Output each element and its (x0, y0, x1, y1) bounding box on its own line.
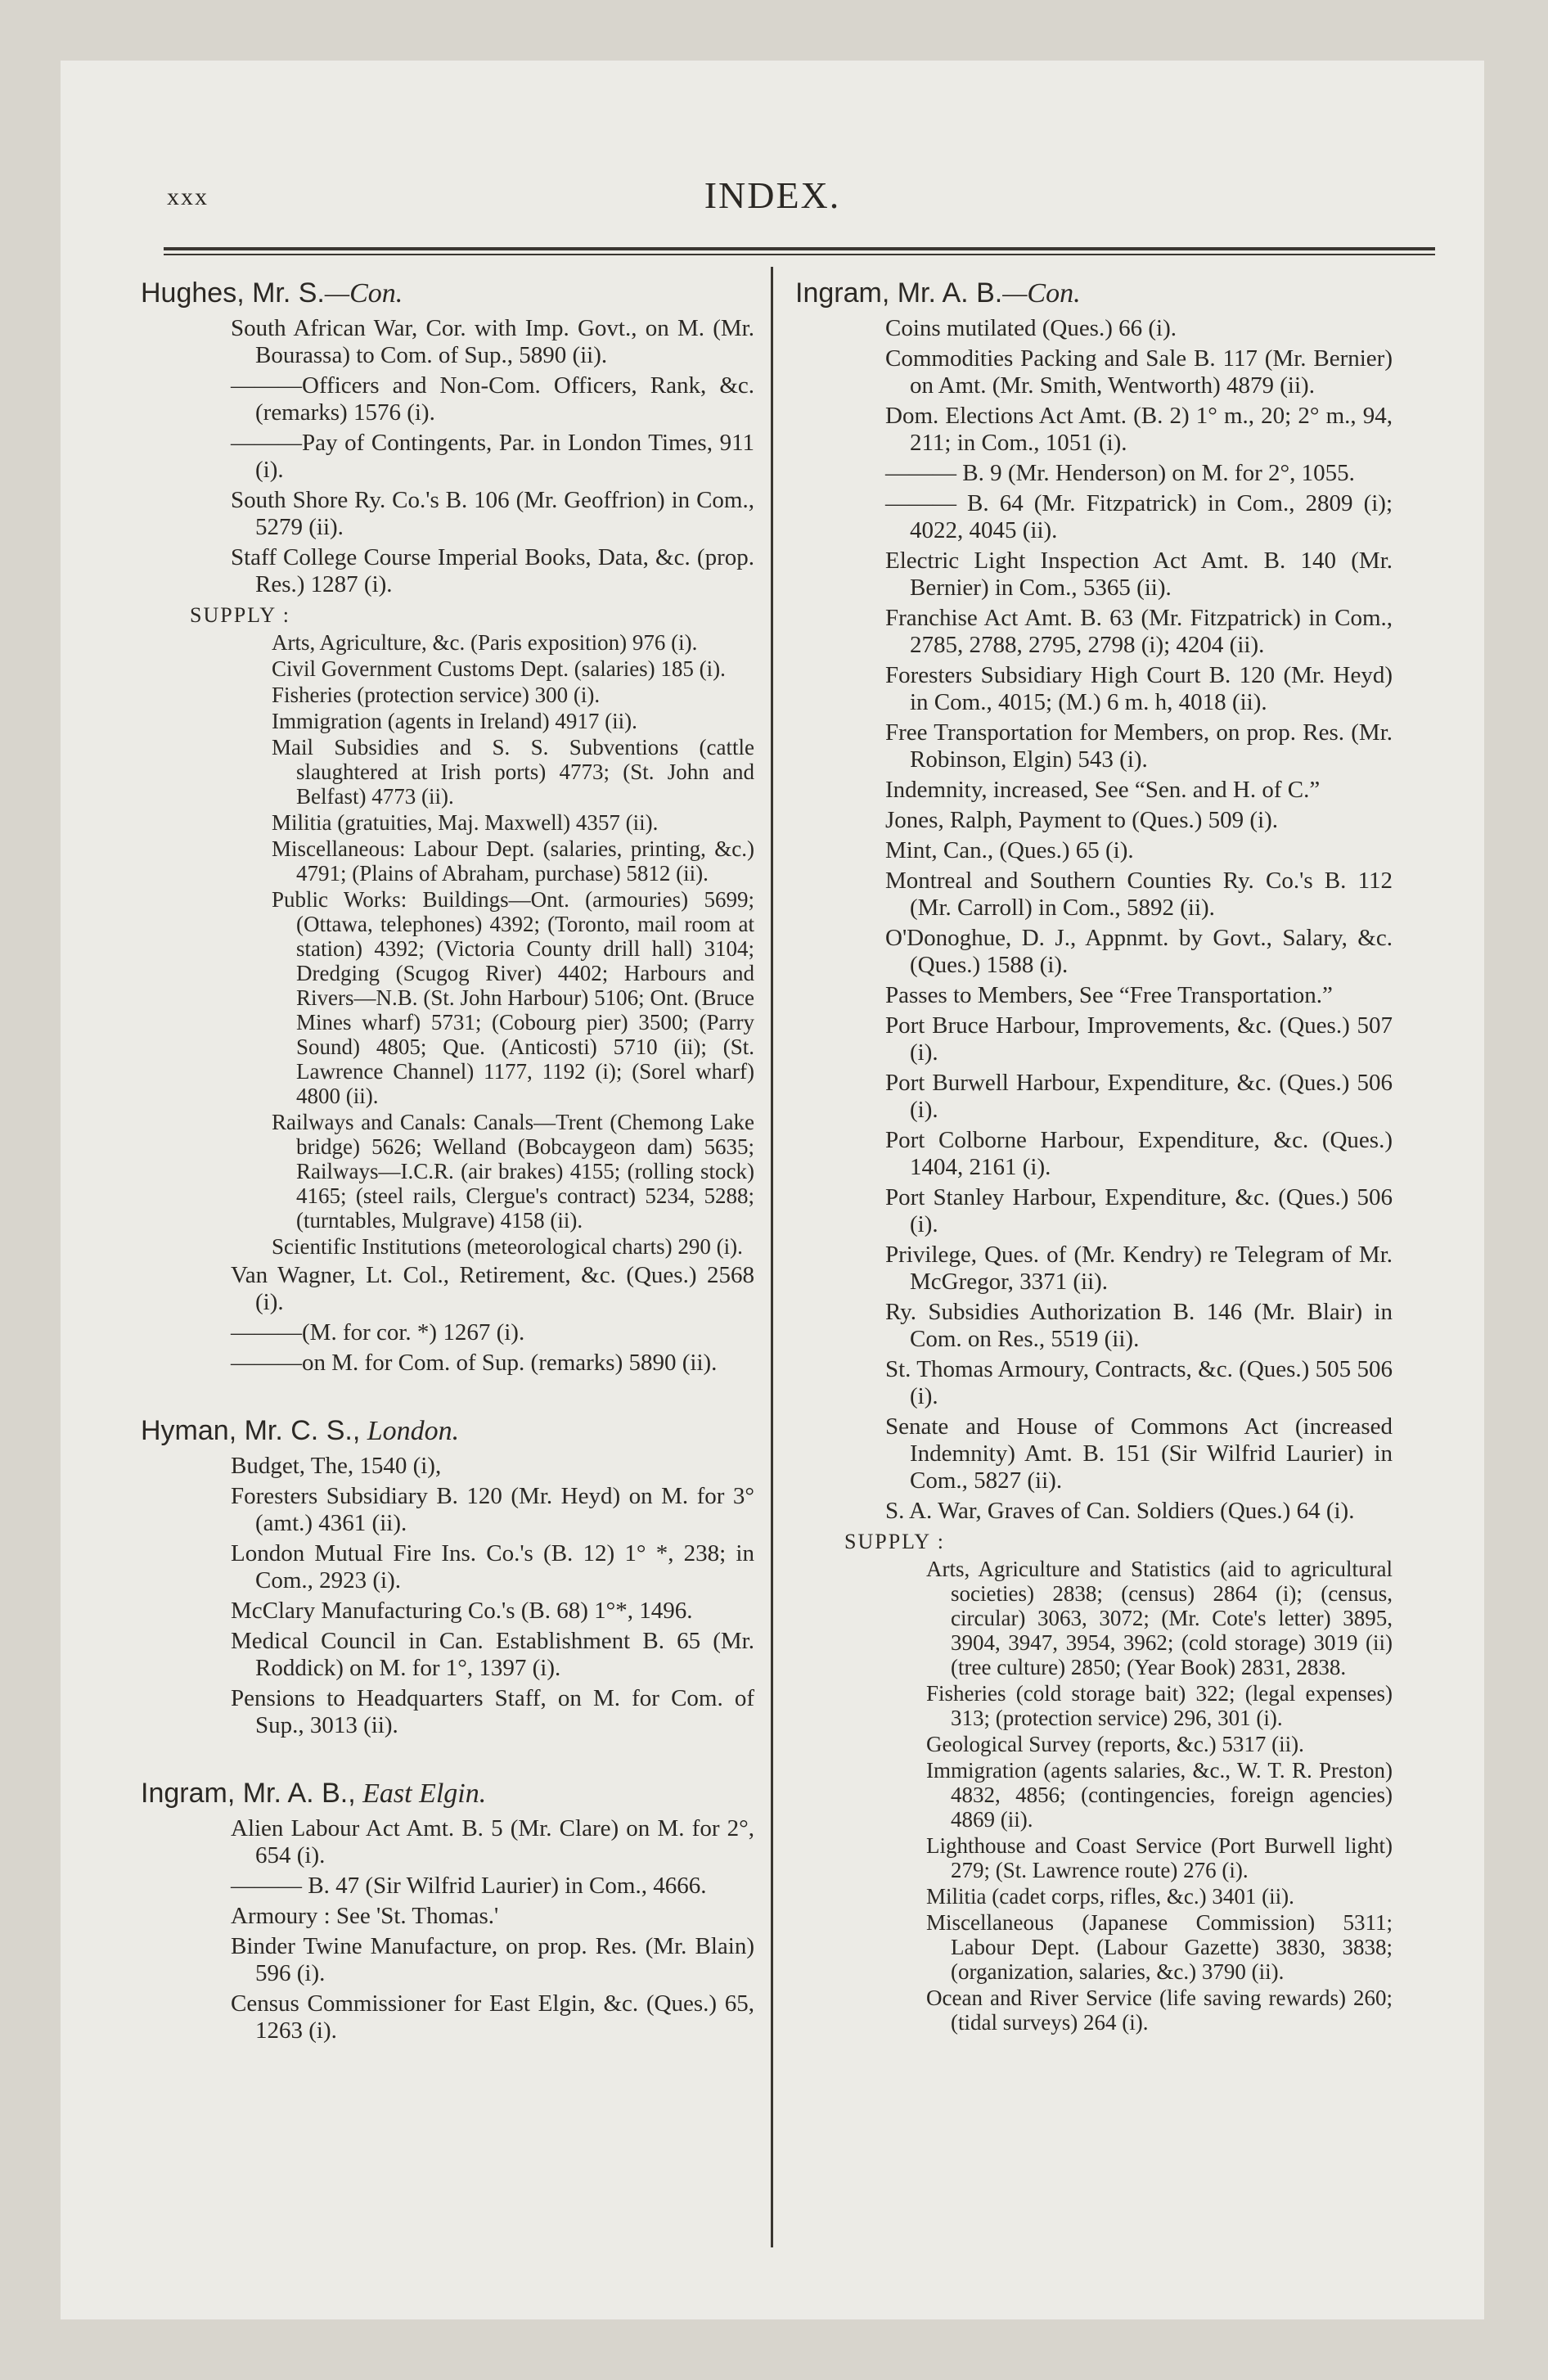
supply-line: Lighthouse and Coast Service (Port Burwell light) 279; (St. Lawrence route) 276 (i). (926, 1833, 1393, 1882)
index-line: St. Thomas Armoury, Contracts, &c. (Ques.) 505 506 (i). (885, 1356, 1393, 1409)
supply-line: Arts, Agriculture, &c. (Paris exposition) 976 (i). (272, 630, 698, 655)
index-line: Staff College Course Imperial Books, Data, &c. (prop. Res.) 1287 (i). (231, 544, 754, 597)
index-line: Dom. Elections Act Amt. (B. 2) 1° m., 20; 2° m., 94, 211; in Com., 1051 (i). (885, 403, 1393, 456)
index-line: Port Burwell Harbour, Expenditure, &c. (Ques.) 506 (i). (885, 1070, 1393, 1123)
entry-heading: Ingram, Mr. A. B., East Elgin. (141, 1778, 487, 1809)
column-divider (771, 267, 773, 2247)
supply-line: Immigration (agents salaries, &c., W. T. R. Preston) 4832, 4856; (contingencies, foreign agencies) 4869 (ii). (926, 1758, 1393, 1832)
index-line: Mint, Can., (Ques.) 65 (i). (885, 837, 1134, 863)
index-line: Coins mutilated (Ques.) 66 (i). (885, 315, 1177, 341)
left-column (141, 275, 754, 2080)
index-line: S. A. War, Graves of Can. Soldiers (Ques.) 64 (i). (885, 1498, 1355, 1524)
index-line: Pensions to Headquarters Staff, on M. for Com. of Sup., 3013 (ii). (231, 1685, 754, 1738)
index-line: Indemnity, increased, See “Sen. and H. of C.” (885, 777, 1321, 803)
supply-line: Miscellaneous (Japanese Commission) 5311; Labour Dept. (Labour Gazette) 3830, 3838; (organization, salaries, &c.) 3790 (ii). (926, 1910, 1393, 1984)
index-line: Commodities Packing and Sale B. 117 (Mr. Bernier) on Amt. (Mr. Smith, Wentworth) 4879 (ii). (885, 345, 1393, 399)
entry-ingram (141, 1775, 754, 2044)
header-rule (164, 247, 1435, 250)
supply-line: Railways and Canals: Canals—Trent (Chemong Lake bridge) 5626; Welland (Bobcaygeon dam) 5635; Railways—I.C.R. (air brakes) 4155; (rolling stock) 4165; (steel rails, Clergue's contract) 5234, 5288; (turntables, Mulgrave) 4158 (ii). (272, 1110, 754, 1233)
running-head (61, 174, 1484, 223)
entry-hughes (141, 275, 754, 1377)
index-line: South African War, Cor. with Imp. Govt., on M. (Mr. Bourassa) to Com. of Sup., 5890 (ii). (231, 315, 754, 368)
supply-label: SUPPLY : (190, 603, 290, 627)
index-line: Franchise Act Amt. B. 63 (Mr. Fitzpatrick) in Com., 2785, 2788, 2795, 2798 (i); 4204 (ii). (885, 605, 1393, 658)
index-line: ——— B. 47 (Sir Wilfrid Laurier) in Com., 4666. (231, 1873, 707, 1899)
index-line: Medical Council in Can. Establishment B. 65 (Mr. Roddick) on M. for 1°, 1397 (i). (231, 1628, 754, 1681)
index-line: Binder Twine Manufacture, on prop. Res. (Mr. Blain) 596 (i). (231, 1933, 754, 1986)
index-line: Port Bruce Harbour, Improvements, &c. (Ques.) 507 (i). (885, 1012, 1393, 1066)
right-column (795, 275, 1393, 2071)
supply-line: Geological Survey (reports, &c.) 5317 (ii). (926, 1732, 1304, 1756)
index-line: ——— B. 9 (Mr. Henderson) on M. for 2°, 1055. (885, 460, 1355, 486)
supply-label: SUPPLY : (844, 1530, 945, 1553)
index-line: Foresters Subsidiary B. 120 (Mr. Heyd) on M. for 3° (amt.) 4361 (ii). (231, 1483, 754, 1536)
index-line: Van Wagner, Lt. Col., Retirement, &c. (Ques.) 2568 (i). (231, 1262, 754, 1315)
index-line: ——— B. 64 (Mr. Fitzpatrick) in Com., 2809 (i); 4022, 4045 (ii). (885, 490, 1393, 543)
index-line: ———Pay of Contingents, Par. in London Times, 911 (i). (231, 430, 754, 483)
supply-line: Scientific Institutions (meteorological charts) 290 (i). (272, 1234, 743, 1259)
supply-line: Arts, Agriculture and Statistics (aid to agricultural societies) 2838; (census) 2864 (i); (census, circular) 3063, 3072; (Mr. Cote's letter) 3895, 3904, 3947, 3954, 3962; (cold storage) 3019 (ii) (tree culture) 2850; (Year Book) 2831, 2838. (926, 1557, 1393, 1679)
index-page (61, 61, 1484, 2319)
page-number: xxx (167, 183, 209, 210)
index-line: Census Commissioner for East Elgin, &c. (Ques.) 65, 1263 (i). (231, 1990, 754, 2044)
entry-ingram-continued (795, 275, 1393, 2035)
index-line: Passes to Members, See “Free Transportation.” (885, 982, 1333, 1008)
index-line: ———Officers and Non-Com. Officers, Rank, &c. (remarks) 1576 (i). (231, 372, 754, 426)
index-line: South Shore Ry. Co.'s B. 106 (Mr. Geoffrion) in Com., 5279 (ii). (231, 487, 754, 540)
index-line: Montreal and Southern Counties Ry. Co.'s B. 112 (Mr. Carroll) in Com., 5892 (ii). (885, 868, 1393, 921)
index-line: Free Transportation for Members, on prop. Res. (Mr. Robinson, Elgin) 543 (i). (885, 719, 1393, 773)
index-line: Armoury : See 'St. Thomas.' (231, 1903, 499, 1929)
header-rule-thin (164, 254, 1435, 255)
index-line: London Mutual Fire Ins. Co.'s (B. 12) 1° *, 238; in Com., 2923 (i). (231, 1540, 754, 1593)
index-line: ———on M. for Com. of Sup. (remarks) 5890 (ii). (231, 1350, 718, 1376)
index-line: Budget, The, 1540 (i), (231, 1453, 442, 1479)
index-line: Privilege, Ques. of (Mr. Kendry) re Telegram of Mr. McGregor, 3371 (ii). (885, 1242, 1393, 1295)
entry-heading: Ingram, Mr. A. B.—Con. (795, 277, 1081, 309)
index-line: Jones, Ralph, Payment to (Ques.) 509 (i). (885, 807, 1279, 833)
index-line: Electric Light Inspection Act Amt. B. 140 (Mr. Bernier) in Com., 5365 (ii). (885, 548, 1393, 601)
supply-line: Fisheries (protection service) 300 (i). (272, 683, 601, 707)
index-line: ———(M. for cor. *) 1267 (i). (231, 1319, 525, 1346)
supply-line: Militia (cadet corps, rifles, &c.) 3401 (ii). (926, 1884, 1294, 1909)
index-line: Port Colborne Harbour, Expenditure, &c. (Ques.) 1404, 2161 (i). (885, 1127, 1393, 1180)
supply-line: Militia (gratuities, Maj. Maxwell) 4357 (ii). (272, 810, 659, 835)
index-line: Port Stanley Harbour, Expenditure, &c. (Ques.) 506 (i). (885, 1184, 1393, 1237)
index-line: Alien Labour Act Amt. B. 5 (Mr. Clare) on M. for 2°, 654 (i). (231, 1815, 754, 1868)
entry-heading: Hyman, Mr. C. S., London. (141, 1415, 460, 1446)
index-line: Senate and House of Commons Act (increased Indemnity) Amt. B. 151 (Sir Wilfrid Laurier) in Com., 5827 (ii). (885, 1413, 1393, 1494)
index-line: Ry. Subsidies Authorization B. 146 (Mr. Blair) in Com. on Res., 5519 (ii). (885, 1299, 1393, 1352)
supply-line: Mail Subsidies and S. S. Subventions (cattle slaughtered at Irish ports) 4773; (St. John and Belfast) 4773 (ii). (272, 735, 754, 809)
index-line: McClary Manufacturing Co.'s (B. 68) 1°*, 1496. (231, 1598, 693, 1624)
supply-line: Fisheries (cold storage bait) 322; (legal expenses) 313; (protection service) 296, 301 (i). (926, 1681, 1393, 1730)
supply-line: Miscellaneous: Labour Dept. (salaries, printing, &c.) 4791; (Plains of Abraham, purchase) 5812 (ii). (272, 836, 754, 886)
supply-line: Ocean and River Service (life saving rewards) 260; (tidal surveys) 264 (i). (926, 1986, 1393, 2035)
supply-line: Civil Government Customs Dept. (salaries) 185 (i). (272, 656, 726, 681)
entry-heading: Hughes, Mr. S.—Con. (141, 277, 403, 309)
index-line: Foresters Subsidiary High Court B. 120 (Mr. Heyd) in Com., 4015; (M.) 6 m. h, 4018 (ii). (885, 662, 1393, 715)
supply-line: Public Works: Buildings—Ont. (armouries) 5699; (Ottawa, telephones) 4392; (Toronto, mail room at station) 4392; (Victoria County drill hall) 3104; Dredging (Scugog River) 4402; Harbours and Rivers—N.B. (St. John Harbour) 5106; Ont. (Bruce Mines wharf) 5731; (Cobourg pier) 3500; (Parry Sound) 4805; Que. (Anticosti) 5710 (ii); (St. Lawrence Channel) 1177, 1192 (i); (Sorel wharf) 4800 (ii). (272, 887, 754, 1108)
supply-line: Immigration (agents in Ireland) 4917 (ii). (272, 709, 637, 733)
page-title: INDEX. (704, 174, 841, 216)
index-line: O'Donoghue, D. J., Appnmt. by Govt., Salary, &c. (Ques.) 1588 (i). (885, 925, 1393, 978)
entry-hyman (141, 1413, 754, 1739)
